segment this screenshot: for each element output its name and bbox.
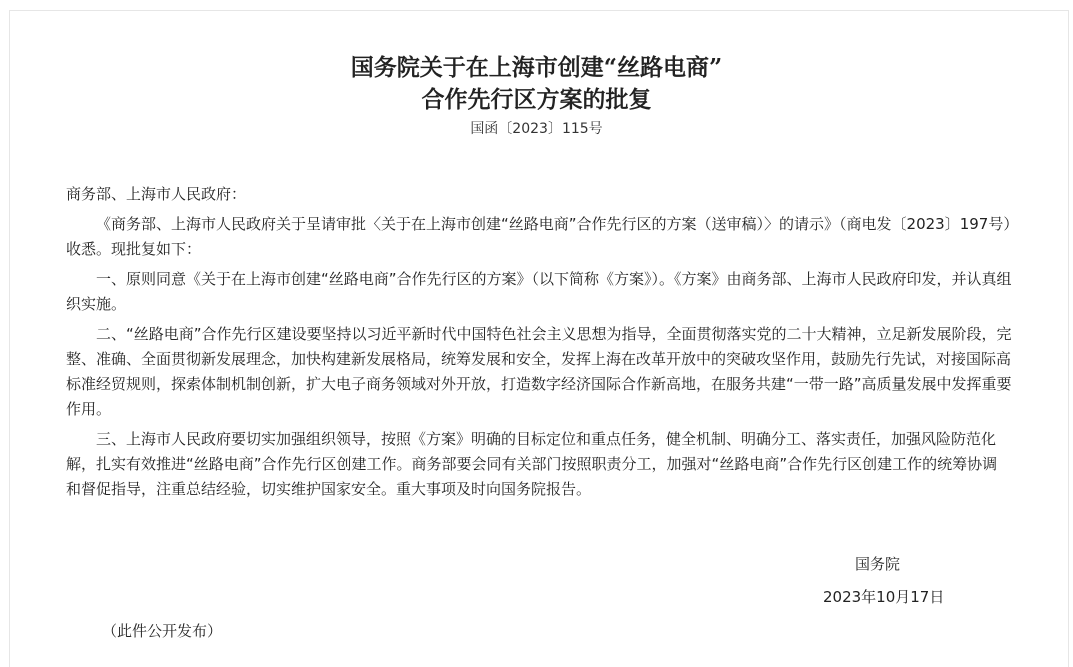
- salutation: 商务部、上海市人民政府：: [66, 185, 247, 203]
- signer: 国务院: [855, 555, 901, 573]
- document-number: 国函〔2023〕115号: [470, 121, 603, 137]
- document-title-line2: 合作先行区方案的批复: [421, 86, 652, 113]
- paragraph-1: 一、原则同意《关于在上海市创建“丝路电商”合作先行区的方案》（以下简称《方案》）。《方案》由商务部、上海市人民政府印发，并认真组织实施。: [66, 270, 1012, 313]
- paragraph-3: 三、上海市人民政府要切实加强组织领导，按照《方案》明确的目标定位和重点任务，健全机制、明确分工、落实责任，加强风险防范化解，扎实有效推进“丝路电商”合作先行区创建工作。商务部要会同有关部门按照职责分工，加强对“丝路电商”合作先行区创建工作的统筹协调和督促指导，注重总结经验，切实维护国家安全。重大事项及时向国务院报告。: [66, 430, 998, 498]
- document-title-line1: 国务院关于在上海市创建“丝路电商”: [350, 54, 723, 81]
- paragraph-intro: 《商务部、上海市人民政府关于呈请审批〈关于在上海市创建“丝路电商”合作先行区的方案（送审稿）〉的请示》（商电发〔2023〕197号）收悉。现批复如下：: [66, 215, 1011, 258]
- issue-date: 2023年10月17日: [823, 588, 945, 606]
- document-body: [66, 182, 1012, 507]
- publish-note: （此件公开发布）: [102, 622, 223, 640]
- paragraph-2: 二、“丝路电商”合作先行区建设要坚持以习近平新时代中国特色社会主义思想为指导，全面贯彻落实党的二十大精神，立足新发展阶段，完整、准确、全面贯彻新发展理念，加快构建新发展格局，统筹发展和安全，发挥上海在改革开放中的突破攻坚作用，鼓励先行先试，对接国际高标准经贸规则，探索体制机制创新，扩大电子商务领域对外开放，打造数字经济国际合作新高地，在服务共建“一带一路”高质量发展中发挥重要作用。: [66, 325, 1012, 418]
